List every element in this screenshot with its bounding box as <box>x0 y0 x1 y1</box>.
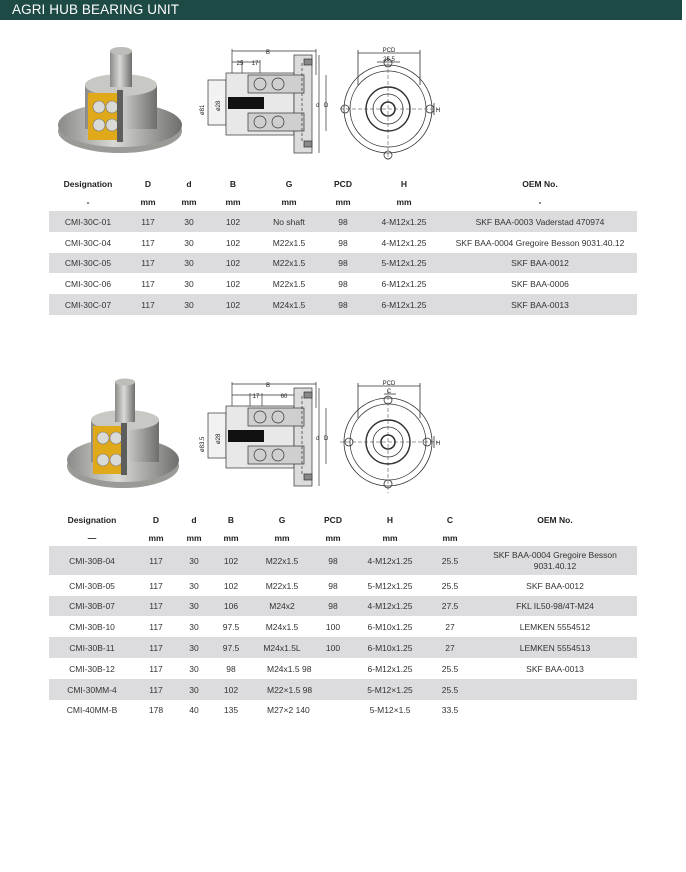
cell-oem: LEMKEN 5554512 <box>519 621 591 632</box>
dim-25-5-label: 25.5 <box>383 57 395 63</box>
cell-B: 97.5 <box>211 637 251 658</box>
spec-table-1 <box>49 174 637 315</box>
cell-designation: CMI-30B-04 <box>49 546 135 575</box>
dim-c-label: C <box>386 389 392 395</box>
cell-designation: CMI-30MM-4 <box>49 679 135 700</box>
cell-d: 30 <box>184 278 194 289</box>
cell-oem: SKF BAA-0006 <box>511 278 569 289</box>
table-row <box>49 546 637 575</box>
cell-designation: CMI-30C-01 <box>49 211 127 232</box>
table-1-header-row <box>49 174 637 193</box>
unit-cell: mm <box>186 533 202 543</box>
cell-d: 40 <box>189 705 199 715</box>
col-header: H <box>400 178 408 189</box>
cell-G: No shaft <box>257 211 321 232</box>
dim-h-label: H <box>436 441 441 447</box>
cell-B: 102 <box>209 253 257 273</box>
cell-designation: CMI-30B-05 <box>69 580 115 591</box>
front-view-drawing-1 <box>340 45 442 160</box>
cell-d: 30 <box>177 637 211 658</box>
cell-H: 4-M12x1.25 <box>365 211 443 232</box>
table-row <box>49 273 637 294</box>
unit-cell: mm <box>223 533 239 543</box>
dim-b-label: B <box>265 383 271 389</box>
dim-h-label: H <box>436 108 441 114</box>
cell-D: 117 <box>135 546 177 575</box>
dim-d81-label: ø81 <box>200 104 206 115</box>
unit-cell: mm <box>281 197 297 207</box>
dim-d-label: d <box>316 436 320 442</box>
cell-PCD: 98 <box>321 294 365 315</box>
cell-d: 30 <box>177 679 211 700</box>
col-header: D <box>144 178 152 189</box>
cell-G: M22x1.5 <box>251 546 313 575</box>
cell-PCD: 98 <box>338 278 348 289</box>
dim-d83-5-label: ø83.5 <box>200 436 206 452</box>
col-header: B <box>229 178 237 189</box>
cell-d: 30 <box>169 211 209 232</box>
unit-cell: mm <box>274 533 290 543</box>
section-drawing-1 <box>198 45 336 160</box>
cell-H: 4-M12x1.25 <box>353 546 427 575</box>
oem-line-1: SKF BAA-0004 Gregoire Besson <box>493 549 617 560</box>
table-row <box>49 232 637 253</box>
cell-D: 117 <box>141 278 155 289</box>
table-1-units-row <box>49 193 637 211</box>
cell-oem: FKL IL50-98/4T-M24 <box>473 596 637 616</box>
cell-oem: SKF BAA-0004 Gregoire Besson 9031.40.12 <box>455 237 625 248</box>
table-row <box>49 575 637 596</box>
dim-D-label: D <box>324 436 329 442</box>
cell-oem <box>473 546 637 575</box>
cell-C: 25.5 <box>427 679 473 700</box>
cell-oem: SKF BAA-0013 <box>526 663 584 674</box>
cell-H: 6-M12x1.25 <box>381 278 427 289</box>
cell-B: 102 <box>209 294 257 315</box>
cell-designation: CMI-30C-05 <box>49 253 127 273</box>
unit-cell: - <box>538 197 542 207</box>
dim-pcd-label: PCD <box>382 381 396 387</box>
oem-line-2: 9031.40.12 <box>533 560 577 571</box>
cell-d: 30 <box>169 294 209 315</box>
cell-designation: CMI-40MM-B <box>66 705 118 715</box>
cell-d: 30 <box>189 621 199 632</box>
dim-d-label: d <box>316 103 320 109</box>
cell-B: 102 <box>209 211 257 232</box>
cell-B: 98 <box>226 663 236 674</box>
unit-cell: - <box>86 197 90 207</box>
dim-17-label: 17 <box>252 394 260 400</box>
dim-b-label: B <box>265 50 271 56</box>
cell-PCD: 98 <box>321 211 365 232</box>
table-row <box>49 700 637 720</box>
unit-cell: mm <box>335 197 351 207</box>
cell-designation: CMI-30B-10 <box>69 621 115 632</box>
unit-cell: mm <box>148 533 164 543</box>
cell-D: 117 <box>135 679 177 700</box>
cell-G: M22x1.5 <box>265 580 299 591</box>
unit-cell: — <box>87 533 97 543</box>
col-header: d <box>191 515 197 525</box>
cell-C: 27 <box>445 621 455 632</box>
cell-H: 5-M12×1.25 <box>353 679 427 700</box>
cell-PCD: 98 <box>338 237 348 248</box>
dim-D-label: D <box>324 103 329 109</box>
cell-H: 4-M12x1.25 <box>381 237 427 248</box>
cell-oem: LEMKEN 5554513 <box>473 637 637 658</box>
cell-B: 102 <box>225 237 241 248</box>
cell-D: 117 <box>127 294 169 315</box>
unit-cell: mm <box>181 197 197 207</box>
cell-C: 25.5 <box>427 546 473 575</box>
hub-bearing-photo-1 <box>55 45 190 165</box>
cell-D: 178 <box>148 705 164 715</box>
unit-cell: mm <box>225 197 241 207</box>
cell-C: 27 <box>427 637 473 658</box>
dim-25-label: 25 <box>236 61 244 67</box>
cell-oem: SKF BAA-0003 Vaderstad 470974 <box>443 211 637 232</box>
cell-PCD: 98 <box>313 596 353 616</box>
cell-C: 25.5 <box>441 663 459 674</box>
unit-cell <box>473 530 637 546</box>
cell-G-PCD: M22×1.5 98 <box>251 679 353 700</box>
cell-oem: SKF BAA-0013 <box>443 294 637 315</box>
unit-cell: mm <box>382 533 398 543</box>
cell-H: 5-M12×1.5 <box>369 705 411 715</box>
cell-B: 135 <box>223 705 239 715</box>
col-header: OEM No. <box>537 515 573 525</box>
cell-designation: CMI-30C-06 <box>64 278 112 289</box>
cell-G-PCD: M24x1.5 98 <box>267 663 312 674</box>
front-view-drawing-2 <box>340 378 442 493</box>
cell-H: 6-M12x1.25 <box>367 663 413 674</box>
page-title: AGRI HUB BEARING UNIT <box>12 2 180 17</box>
cell-H: 6-M12x1.25 <box>365 294 443 315</box>
cell-B: 106 <box>211 596 251 616</box>
dim-pcd-label: PCD <box>382 48 396 54</box>
cell-D: 117 <box>149 621 163 632</box>
cell-PCD: 98 <box>313 546 353 575</box>
col-header: OEM No. <box>522 178 558 189</box>
table-row <box>49 253 637 273</box>
table-row <box>49 637 637 658</box>
dim-17-label: 17 <box>251 61 259 67</box>
cell-G: M22x1.5 <box>272 278 306 289</box>
dim-d28-label: ø28 <box>216 100 222 111</box>
unit-cell: mm <box>396 197 412 207</box>
spec-table-2 <box>49 510 637 720</box>
cell-G: M22x1.5 <box>257 253 321 273</box>
col-header: H <box>386 515 394 525</box>
cell-designation: CMI-30C-04 <box>64 237 112 248</box>
table-row <box>49 658 637 679</box>
table-2-header-row <box>49 510 637 530</box>
cell-oem <box>473 700 637 720</box>
col-header: Designation <box>67 515 117 525</box>
cell-d: 30 <box>189 663 199 674</box>
cell-G: M24x2 <box>251 596 313 616</box>
unit-cell: mm <box>140 197 156 207</box>
cell-d: 30 <box>189 580 199 591</box>
cell-d: 30 <box>177 596 211 616</box>
cell-H: 6-M10x1.25 <box>367 621 413 632</box>
cell-designation: CMI-30B-12 <box>69 663 115 674</box>
cell-d: 30 <box>184 237 194 248</box>
cell-H: 4-M12x1.25 <box>353 596 427 616</box>
cell-PCD: 100 <box>313 637 353 658</box>
cell-H: 5-M12x1.25 <box>367 580 413 591</box>
col-header: PCD <box>334 178 352 189</box>
cell-B: 102 <box>223 580 239 591</box>
cell-PCD: 98 <box>328 580 338 591</box>
cell-B: 102 <box>225 278 241 289</box>
cell-D: 117 <box>127 253 169 273</box>
cell-G: M24x1.5L <box>251 637 313 658</box>
col-header: D <box>152 515 160 525</box>
cell-designation: CMI-30B-11 <box>49 637 135 658</box>
cell-d: 30 <box>177 546 211 575</box>
cell-PCD: 100 <box>325 621 341 632</box>
cell-G: M24x1.5 <box>257 294 321 315</box>
cell-C: 25.5 <box>441 580 459 591</box>
cell-oem: SKF BAA-0012 <box>526 580 584 591</box>
col-header: G <box>285 178 293 189</box>
cell-D: 117 <box>149 580 163 591</box>
cell-d: 30 <box>169 253 209 273</box>
cell-D: 117 <box>141 237 155 248</box>
unit-cell: mm <box>442 533 458 543</box>
cell-D: 117 <box>135 637 177 658</box>
col-header: d <box>186 178 192 189</box>
col-header: C <box>446 515 454 525</box>
cell-designation: CMI-30B-07 <box>49 596 135 616</box>
table-row <box>49 211 637 232</box>
cell-PCD: 98 <box>321 253 365 273</box>
col-header: Designation <box>63 178 113 189</box>
dim-60-label: 60 <box>280 394 288 400</box>
cell-B: 102 <box>211 546 251 575</box>
cell-C: 27.5 <box>427 596 473 616</box>
dim-d28-label: ø28 <box>216 433 222 444</box>
cell-B: 102 <box>211 679 251 700</box>
cell-oem: SKF BAA-0012 <box>443 253 637 273</box>
col-header: G <box>278 515 286 525</box>
col-header: B <box>227 515 235 525</box>
table-row <box>49 616 637 637</box>
cell-C: 33.5 <box>441 705 459 715</box>
col-header: PCD <box>324 515 342 525</box>
table-row <box>49 679 637 700</box>
unit-cell: mm <box>325 533 341 543</box>
table-row <box>49 596 637 616</box>
table-row <box>49 294 637 315</box>
cell-designation: CMI-30C-07 <box>49 294 127 315</box>
table-2-units-row <box>49 530 637 546</box>
cell-B: 97.5 <box>222 621 240 632</box>
cell-D: 117 <box>127 211 169 232</box>
cell-H: 6-M10x1.25 <box>353 637 427 658</box>
cell-G: M22x1.5 <box>272 237 306 248</box>
cell-oem <box>473 679 637 700</box>
section-drawing-2 <box>198 378 336 493</box>
cell-G-PCD: M27×2 140 <box>267 705 310 715</box>
page-header-bar <box>0 0 682 20</box>
hub-bearing-photo-2 <box>55 378 190 498</box>
cell-D: 117 <box>135 596 177 616</box>
cell-G: M24x1.5 <box>265 621 299 632</box>
cell-D: 117 <box>149 663 163 674</box>
cell-H: 5-M12x1.25 <box>365 253 443 273</box>
